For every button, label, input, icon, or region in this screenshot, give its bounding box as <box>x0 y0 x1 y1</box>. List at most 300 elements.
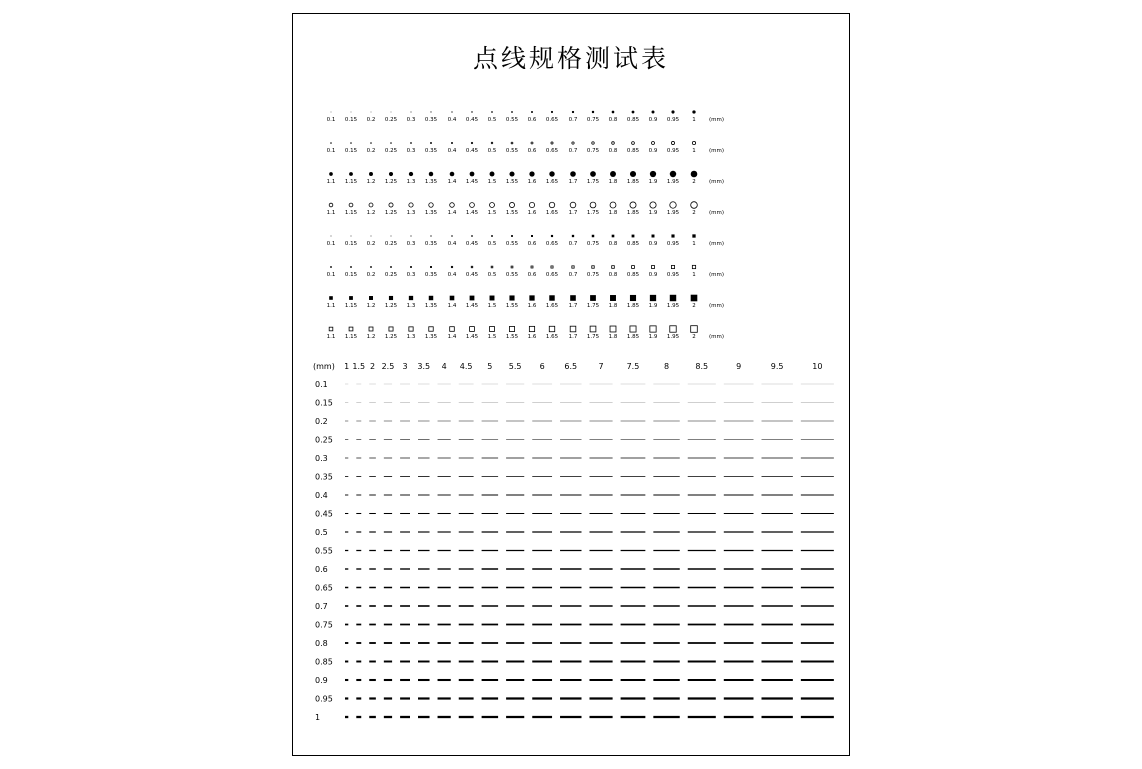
line-width-label: 0.1 <box>315 380 328 389</box>
dot-size-label: 0.6 <box>527 117 537 123</box>
dot-size-label: 0.2 <box>366 117 376 123</box>
dot-size-label: 1.45 <box>465 334 479 340</box>
dot-size-label: 1.55 <box>505 334 519 340</box>
dot-size-label: 0.8 <box>608 148 618 154</box>
filled-circle-dot <box>670 171 676 177</box>
hollow-circle-dot <box>369 203 373 207</box>
filled-circle-dot <box>671 110 674 113</box>
filled-square-dot <box>371 236 372 237</box>
filled-circle-dot <box>630 171 636 177</box>
dot-size-label: 0.6 <box>527 148 537 154</box>
dot-size-label: 1.3 <box>406 334 416 340</box>
dot-size-label: 1.2 <box>366 334 376 340</box>
filled-square-dot <box>509 295 514 300</box>
dot-size-label: 0.85 <box>626 117 640 123</box>
dot-size-label: 0.65 <box>545 241 559 247</box>
dot-size-label: 1.75 <box>586 179 600 185</box>
filled-circle-dot <box>389 172 393 176</box>
dot-size-label: 1.95 <box>666 334 680 340</box>
dot-size-label: 1.7 <box>568 179 578 185</box>
line-length-header: 4.5 <box>459 362 473 371</box>
hollow-square-dot <box>572 266 574 268</box>
filled-square-dot <box>612 235 615 238</box>
filled-circle-dot <box>529 171 534 176</box>
dot-size-label: 0.6 <box>527 241 537 247</box>
dot-size-label: 1.8 <box>608 210 618 216</box>
hollow-square-dot <box>529 326 534 331</box>
dot-size-label: 0.75 <box>586 117 600 123</box>
hollow-circle-dot <box>650 202 656 208</box>
dot-size-label: 1.55 <box>505 303 519 309</box>
filled-circle-dot <box>471 111 472 112</box>
hollow-circle-dot <box>429 203 433 207</box>
hollow-circle-dot <box>349 203 353 207</box>
dot-size-label: 1 <box>692 272 696 278</box>
dot-size-label: 1.85 <box>626 303 640 309</box>
dot-size-label: 1.4 <box>447 210 457 216</box>
unit-label: (mm) <box>709 272 725 278</box>
dot-size-label: 1.9 <box>648 210 658 216</box>
hollow-circle-dot <box>509 202 514 207</box>
dot-size-label: 1 <box>692 117 696 123</box>
line-length-header: 6.5 <box>564 362 578 371</box>
dot-size-label: 1.8 <box>608 179 618 185</box>
hollow-square-dot <box>632 266 635 269</box>
filled-circle-dot <box>329 172 333 176</box>
dot-size-label: 1.15 <box>344 303 358 309</box>
hollow-circle-dot <box>329 203 333 207</box>
line-length-header: 3 <box>402 362 408 371</box>
dot-size-label: 0.75 <box>586 148 600 154</box>
filled-square-dot <box>491 235 493 237</box>
hollow-circle-dot <box>612 142 615 145</box>
line-width-label: 0.8 <box>315 639 328 648</box>
filled-circle-dot <box>371 112 372 113</box>
dot-size-label: 0.3 <box>406 241 416 247</box>
hollow-circle-dot <box>590 202 596 208</box>
dot-size-label: 1.4 <box>447 334 457 340</box>
filled-square-dot <box>331 236 332 237</box>
dot-size-label: 0.8 <box>608 241 618 247</box>
dot-size-label: 0.4 <box>447 117 457 123</box>
dot-size-label: 1.45 <box>465 210 479 216</box>
dot-size-label: 1.35 <box>424 334 438 340</box>
filled-square-dot <box>572 235 574 237</box>
dot-size-label: 0.35 <box>424 117 438 123</box>
dot-size-label: 0.15 <box>344 241 358 247</box>
dot-size-label: 0.45 <box>465 241 479 247</box>
hollow-square-dot <box>570 326 576 332</box>
dot-size-label: 0.65 <box>545 272 559 278</box>
filled-circle-dot <box>570 171 576 177</box>
hollow-square-dot <box>371 267 372 268</box>
hollow-circle-dot <box>549 202 554 207</box>
line-length-header: 5 <box>487 362 493 371</box>
dot-size-label: 0.95 <box>666 272 680 278</box>
filled-square-dot <box>551 235 553 237</box>
line-width-label: 0.65 <box>315 583 333 593</box>
line-table-unit-header: (mm) <box>313 362 335 371</box>
filled-square-dot <box>429 296 433 300</box>
filled-circle-dot <box>331 112 332 113</box>
filled-circle-dot <box>632 111 635 114</box>
filled-square-dot <box>349 296 353 300</box>
line-width-label: 0.95 <box>315 694 333 704</box>
dot-size-label: 1 <box>692 241 696 247</box>
line-length-header: 2.5 <box>381 362 395 371</box>
hollow-square-dot <box>490 327 495 332</box>
filled-square-dot <box>430 235 431 236</box>
dot-size-label: 1.2 <box>366 210 376 216</box>
dot-size-label: 1.6 <box>527 210 537 216</box>
dot-size-label: 0.25 <box>384 272 398 278</box>
hollow-circle-dot <box>652 142 655 145</box>
hollow-square-dot <box>630 326 636 332</box>
filled-circle-dot <box>450 172 455 177</box>
dot-size-label: 1.65 <box>545 334 559 340</box>
dot-size-label: 0.55 <box>505 272 519 278</box>
filled-square-dot <box>630 295 636 301</box>
line-length-header: 4 <box>441 362 447 371</box>
line-length-header: 8 <box>664 362 670 371</box>
dot-size-label: 1.95 <box>666 179 680 185</box>
filled-square-dot <box>610 295 616 301</box>
hollow-circle-dot <box>529 202 534 207</box>
dot-size-label: 1.8 <box>608 334 618 340</box>
line-width-label: 0.6 <box>315 565 328 574</box>
filled-square-dot <box>692 234 695 237</box>
dot-size-label: 0.4 <box>447 241 457 247</box>
filled-circle-dot <box>531 111 533 113</box>
unit-label: (mm) <box>709 148 725 154</box>
filled-circle-dot <box>551 111 553 113</box>
filled-square-dot <box>632 235 635 238</box>
filled-circle-dot <box>692 110 695 113</box>
dot-size-label: 1.2 <box>366 179 376 185</box>
dot-size-label: 0.55 <box>505 148 519 154</box>
filled-square-dot <box>389 296 393 300</box>
line-length-header: 3.5 <box>417 362 431 371</box>
hollow-circle-dot <box>371 143 372 144</box>
dot-size-label: 1.7 <box>568 303 578 309</box>
dot-size-label: 1.85 <box>626 210 640 216</box>
line-length-header: 2 <box>370 362 376 371</box>
filled-square-dot <box>470 296 475 301</box>
dot-size-label: 0.7 <box>568 272 578 278</box>
line-width-label: 0.5 <box>315 528 328 537</box>
dot-size-label: 1.65 <box>545 210 559 216</box>
hollow-square-dot <box>331 267 332 268</box>
filled-circle-dot <box>369 172 373 176</box>
hollow-square-dot <box>610 326 616 332</box>
dot-size-label: 1.45 <box>465 303 479 309</box>
dot-size-label: 0.35 <box>424 148 438 154</box>
dot-size-label: 0.4 <box>447 272 457 278</box>
dot-size-label: 1.8 <box>608 303 618 309</box>
dot-size-label: 0.5 <box>487 272 497 278</box>
unit-label: (mm) <box>709 117 725 123</box>
filled-square-dot <box>691 295 698 302</box>
filled-circle-dot <box>429 172 433 176</box>
filled-square-dot <box>652 235 655 238</box>
dot-size-label: 1.35 <box>424 179 438 185</box>
line-width-label: 0.25 <box>315 435 333 445</box>
hollow-circle-dot <box>331 143 332 144</box>
filled-square-dot <box>329 296 333 300</box>
filled-square-dot <box>451 235 452 236</box>
dot-size-label: 0.3 <box>406 117 416 123</box>
hollow-square-dot <box>451 266 452 267</box>
hollow-square-dot <box>592 266 594 268</box>
hollow-circle-dot <box>670 202 676 208</box>
dot-size-label: 1.3 <box>406 179 416 185</box>
dot-size-label: 1.25 <box>384 210 398 216</box>
dot-size-label: 0.45 <box>465 148 479 154</box>
page-title: 点线规格测试表 <box>472 44 669 73</box>
filled-circle-dot <box>572 111 574 113</box>
hollow-square-dot <box>590 326 596 332</box>
hollow-circle-dot <box>451 142 452 143</box>
hollow-square-dot <box>650 326 656 332</box>
dot-size-label: 1.85 <box>626 334 640 340</box>
dot-size-label: 1.6 <box>527 179 537 185</box>
hollow-square-dot <box>351 267 352 268</box>
hollow-circle-dot <box>570 202 576 208</box>
line-length-header: 6 <box>539 362 545 371</box>
line-length-header: 5.5 <box>508 362 522 371</box>
dot-size-label: 0.75 <box>586 241 600 247</box>
dot-size-label: 1.5 <box>487 334 497 340</box>
line-width-label: 0.75 <box>315 620 333 630</box>
filled-square-dot <box>570 295 576 301</box>
hollow-circle-dot <box>551 142 553 144</box>
dot-size-label: 0.2 <box>366 148 376 154</box>
hollow-circle-dot <box>610 202 616 208</box>
dot-size-label: 1 <box>692 148 696 154</box>
dot-size-label: 2 <box>692 179 696 185</box>
dot-size-label: 0.55 <box>505 117 519 123</box>
filled-square-dot <box>650 295 656 301</box>
dot-size-label: 0.95 <box>666 117 680 123</box>
unit-label: (mm) <box>709 303 725 309</box>
line-length-header: 9.5 <box>770 362 784 371</box>
hollow-circle-dot <box>592 142 594 144</box>
filled-circle-dot <box>511 111 513 113</box>
filled-circle-dot <box>652 111 655 114</box>
hollow-circle-dot <box>630 202 636 208</box>
hollow-circle-dot <box>511 142 513 144</box>
dot-size-label: 0.1 <box>326 241 336 247</box>
dot-size-label: 1.65 <box>545 179 559 185</box>
dot-size-label: 0.55 <box>505 241 519 247</box>
hollow-square-dot <box>430 266 431 267</box>
dot-size-label: 0.85 <box>626 148 640 154</box>
filled-circle-dot <box>592 111 594 113</box>
dot-size-label: 0.3 <box>406 272 416 278</box>
dot-size-label: 0.25 <box>384 241 398 247</box>
hollow-square-dot <box>391 267 392 268</box>
dot-size-label: 0.65 <box>545 117 559 123</box>
dot-size-label: 0.9 <box>648 148 658 154</box>
hollow-square-dot <box>411 267 412 268</box>
dot-size-label: 0.9 <box>648 241 658 247</box>
filled-circle-dot <box>650 171 656 177</box>
filled-square-dot <box>549 295 554 300</box>
dot-size-label: 0.75 <box>586 272 600 278</box>
hollow-square-dot <box>691 326 698 333</box>
dot-size-label: 1.15 <box>344 334 358 340</box>
dot-size-label: 1.95 <box>666 303 680 309</box>
filled-circle-dot <box>590 171 596 177</box>
hollow-circle-dot <box>409 203 413 207</box>
unit-label: (mm) <box>709 179 725 185</box>
dot-size-label: 1.1 <box>326 303 336 309</box>
dot-size-label: 1.9 <box>648 179 658 185</box>
filled-circle-dot <box>349 172 353 176</box>
dot-size-label: 0.45 <box>465 272 479 278</box>
line-width-label: 0.7 <box>315 602 328 611</box>
hollow-square-dot <box>549 326 554 331</box>
dot-size-label: 1.1 <box>326 210 336 216</box>
hollow-circle-dot <box>389 203 393 207</box>
line-length-header: 10 <box>812 362 823 371</box>
dot-size-label: 1.1 <box>326 334 336 340</box>
hollow-circle-dot <box>491 142 493 144</box>
hollow-square-dot <box>409 327 413 331</box>
hollow-circle-dot <box>632 142 635 145</box>
filled-square-dot <box>531 235 533 237</box>
dot-size-label: 1.6 <box>527 303 537 309</box>
dot-size-label: 0.3 <box>406 148 416 154</box>
hollow-square-dot <box>509 326 514 331</box>
hollow-circle-dot <box>351 143 352 144</box>
filled-square-dot <box>409 296 413 300</box>
filled-circle-dot <box>491 111 493 113</box>
dot-size-label: 1.35 <box>424 303 438 309</box>
line-length-header: 9 <box>736 362 742 371</box>
line-width-label: 0.35 <box>315 472 333 482</box>
filled-square-dot <box>529 295 534 300</box>
dot-size-label: 0.6 <box>527 272 537 278</box>
dot-size-label: 1.9 <box>648 334 658 340</box>
hollow-square-dot <box>329 327 333 331</box>
dot-size-label: 0.15 <box>344 272 358 278</box>
dot-size-label: 0.9 <box>648 272 658 278</box>
hollow-circle-dot <box>691 202 698 209</box>
dot-size-label: 1.1 <box>326 179 336 185</box>
dot-size-label: 1.3 <box>406 303 416 309</box>
dot-size-label: 0.1 <box>326 148 336 154</box>
dot-size-label: 0.2 <box>366 272 376 278</box>
line-width-label: 0.3 <box>315 454 328 463</box>
hollow-circle-dot <box>391 143 392 144</box>
dot-size-label: 1.4 <box>447 179 457 185</box>
filled-square-dot <box>351 236 352 237</box>
dot-size-label: 1.5 <box>487 303 497 309</box>
unit-label: (mm) <box>709 334 725 340</box>
hollow-square-dot <box>491 266 493 268</box>
dot-size-label: 1.4 <box>447 303 457 309</box>
hollow-circle-dot <box>572 142 574 144</box>
dot-size-label: 2 <box>692 303 696 309</box>
dot-size-label: 1.85 <box>626 179 640 185</box>
line-width-label: 0.15 <box>315 398 333 408</box>
hollow-square-dot <box>511 266 513 268</box>
hollow-square-dot <box>369 327 373 331</box>
line-length-header: 1.5 <box>352 362 366 371</box>
dot-size-label: 1.25 <box>384 179 398 185</box>
dot-size-label: 1.55 <box>505 179 519 185</box>
hollow-square-dot <box>652 266 655 269</box>
dot-size-label: 0.35 <box>424 272 438 278</box>
filled-circle-dot <box>430 111 431 112</box>
hollow-square-dot <box>470 327 475 332</box>
hollow-square-dot <box>471 266 472 267</box>
dot-size-label: 0.1 <box>326 117 336 123</box>
filled-square-dot <box>590 295 596 301</box>
dot-size-label: 0.85 <box>626 241 640 247</box>
line-width-label: 1 <box>315 713 321 722</box>
hollow-circle-dot <box>490 203 495 208</box>
dot-size-label: 1.75 <box>586 303 600 309</box>
dot-size-label: 0.15 <box>344 117 358 123</box>
hollow-square-dot <box>671 265 674 268</box>
dot-size-label: 1.5 <box>487 179 497 185</box>
dot-size-label: 1.25 <box>384 303 398 309</box>
dot-size-label: 1.3 <box>406 210 416 216</box>
dot-size-label: 1.65 <box>545 303 559 309</box>
filled-circle-dot <box>470 172 475 177</box>
unit-label: (mm) <box>709 241 725 247</box>
filled-square-dot <box>511 235 513 237</box>
filled-circle-dot <box>612 111 615 114</box>
hollow-circle-dot <box>470 203 475 208</box>
dot-size-label: 0.25 <box>384 117 398 123</box>
dot-size-label: 0.5 <box>487 241 497 247</box>
filled-circle-dot <box>610 171 616 177</box>
dot-size-label: 1.5 <box>487 210 497 216</box>
dot-size-label: 0.8 <box>608 272 618 278</box>
filled-square-dot <box>490 296 495 301</box>
hollow-circle-dot <box>692 141 695 144</box>
dot-size-label: 0.95 <box>666 241 680 247</box>
line-width-label: 0.4 <box>315 491 328 500</box>
dot-size-label: 0.85 <box>626 272 640 278</box>
dot-size-label: 0.2 <box>366 241 376 247</box>
dot-size-label: 0.45 <box>465 117 479 123</box>
dot-size-label: 0.9 <box>648 117 658 123</box>
dot-size-label: 0.35 <box>424 241 438 247</box>
filled-circle-dot <box>411 112 412 113</box>
dot-size-label: 0.65 <box>545 148 559 154</box>
hollow-circle-dot <box>430 142 431 143</box>
unit-label: (mm) <box>709 210 725 216</box>
line-length-header: 7 <box>598 362 604 371</box>
dot-size-label: 2 <box>692 334 696 340</box>
line-width-label: 0.45 <box>315 509 333 519</box>
filled-circle-dot <box>509 171 514 176</box>
filled-circle-dot <box>391 112 392 113</box>
dot-size-label: 1.9 <box>648 303 658 309</box>
line-width-label: 0.9 <box>315 676 328 685</box>
dot-size-label: 0.8 <box>608 117 618 123</box>
hollow-circle-dot <box>411 143 412 144</box>
filled-circle-dot <box>691 171 698 178</box>
hollow-square-dot <box>429 327 433 331</box>
hollow-circle-dot <box>671 141 674 144</box>
filled-circle-dot <box>549 171 554 176</box>
filled-square-dot <box>369 296 373 300</box>
